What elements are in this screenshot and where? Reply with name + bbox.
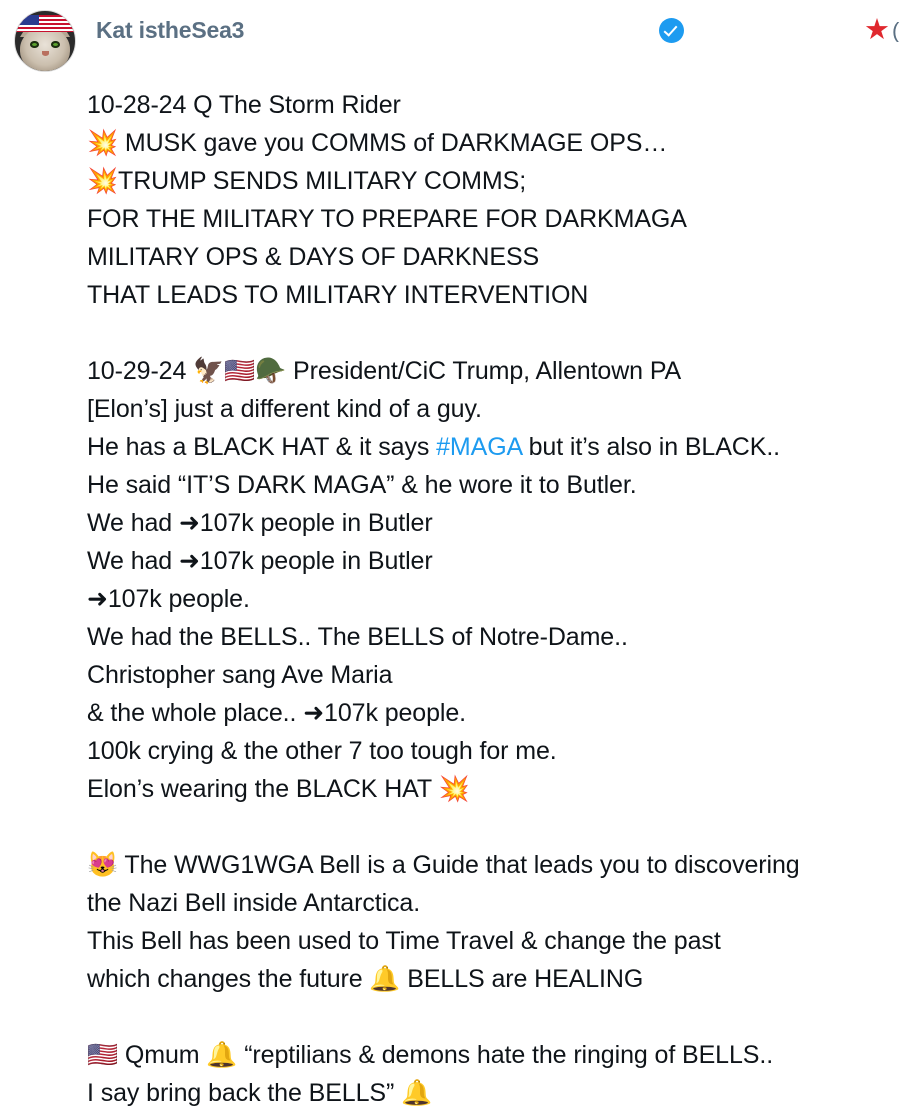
line-text-before: He has a BLACK HAT & it says bbox=[87, 433, 437, 461]
post-line: This Bell has been used to Time Travel & change the past bbox=[87, 927, 721, 955]
cat-eye-right-icon bbox=[51, 41, 60, 48]
post-line: the Nazi Bell inside Antarctica. bbox=[87, 889, 421, 917]
post-block-4 bbox=[87, 1036, 900, 1112]
paragraph-break bbox=[87, 808, 900, 846]
post-line: Christopher sang Ave Maria bbox=[87, 661, 393, 689]
post-line: 10-28-24 Q The Storm Rider bbox=[87, 91, 401, 119]
author-name[interactable]: Kat istheSea3 bbox=[96, 17, 245, 43]
cat-face-icon bbox=[20, 27, 70, 71]
post-line: He said “IT’S DARK MAGA” & he wore it to Butler. bbox=[87, 471, 637, 499]
usa-flag-bandana-icon bbox=[15, 15, 75, 32]
post-block-3 bbox=[87, 846, 900, 998]
post-line: FOR THE MILITARY TO PREPARE FOR DARKMAGA bbox=[87, 205, 687, 233]
post-line: & the whole place.. ➜107k people. bbox=[87, 699, 467, 727]
post-line: We had ➜107k people in Butler bbox=[87, 547, 433, 575]
post-line: 10-29-24 🦅🇺🇸🪖 President/CiC Trump, Allentown PA bbox=[87, 357, 682, 385]
post-line: 😻 The WWG1WGA Bell is a Guide that leads you to discovering bbox=[87, 851, 800, 879]
post-line: MILITARY OPS & DAYS OF DARKNESS bbox=[87, 243, 540, 271]
star-badge-icon: ★ bbox=[864, 14, 890, 46]
post-line: 💥TRUMP SENDS MILITARY COMMS; bbox=[87, 167, 527, 195]
post-body bbox=[0, 72, 914, 1112]
post-line: I say bring back the BELLS” 🔔 bbox=[87, 1079, 433, 1107]
post-line: [Elon’s] just a different kind of a guy. bbox=[87, 395, 482, 423]
post-header-row bbox=[76, 10, 900, 45]
post-header bbox=[0, 0, 914, 72]
cat-nose-icon bbox=[42, 51, 49, 56]
post-line: We had the BELLS.. The BELLS of Notre-Dame.. bbox=[87, 623, 628, 651]
cat-eye-left-icon bbox=[30, 41, 39, 48]
paragraph-break bbox=[87, 998, 900, 1036]
post-line: which changes the future 🔔 BELLS are HEALING bbox=[87, 965, 644, 993]
post-line: 🇺🇸 Qmum 🔔 “reptilians & demons hate the ringing of BELLS.. bbox=[87, 1041, 774, 1069]
post-line-with-hashtag bbox=[87, 428, 900, 466]
post-line: We had ➜107k people in Butler bbox=[87, 509, 433, 537]
post-line: 💥 MUSK gave you COMMS of DARKMAGE OPS… bbox=[87, 129, 668, 157]
line-text-after: but it’s also in BLACK.. bbox=[521, 433, 781, 461]
post-block-1 bbox=[87, 86, 900, 314]
truncated-glyph-icon: ( bbox=[892, 19, 900, 42]
hashtag-link[interactable]: #MAGA bbox=[436, 433, 522, 461]
post-line: ➜107k people. bbox=[87, 585, 250, 613]
post-line: Elon’s wearing the BLACK HAT 💥 bbox=[87, 775, 470, 803]
post-line: 100k crying & the other 7 too tough for me. bbox=[87, 737, 557, 765]
post-line: THAT LEADS TO MILITARY INTERVENTION bbox=[87, 281, 589, 309]
paragraph-break bbox=[87, 314, 900, 352]
avatar[interactable] bbox=[14, 10, 76, 72]
verified-badge-icon bbox=[659, 18, 684, 43]
post-block-2 bbox=[87, 352, 900, 808]
